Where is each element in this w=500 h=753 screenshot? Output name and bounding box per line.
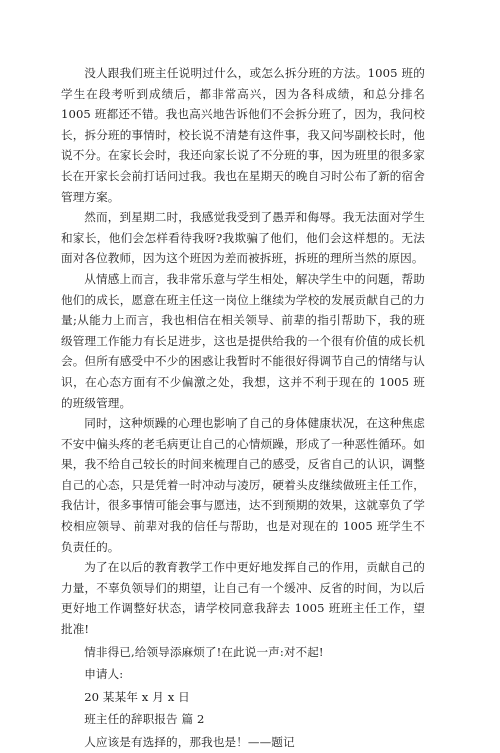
signature-date: 20 某某年 x 月 x 日 (84, 689, 190, 704)
document-body (61, 63, 425, 753)
epigraph: 人应该是有选择的，那我也是！——题记 (84, 735, 295, 749)
body-paragraph-1: 没人跟我们班主任说明过什么，或怎么拆分班的方法。1005 班的学生在段考听到成绩后，都非常高兴，因为各科成绩，和总分排名 1005 班都还不错。我也高兴地告诉他们不会拆分班了，因为，我问校长，拆分班的事情时，校长说不清楚有这件事，我又问岑副校长时，他说不分。在家长会时，我还向家长说了不分班的事，因为班里的很多家长在开家长会前打话问过我。我也在星期天的晚自习时公布了新的宿舍管理方案。 (61, 66, 425, 204)
applicant-label: 申请人: (84, 667, 124, 682)
next-report-title: 班主任的辞职报告 篇 2 (84, 712, 205, 727)
body-paragraph-3: 从情感上而言，我非常乐意与学生相处，解决学生中的问题，帮助他们的成长，愿意在班主任这一岗位上继续为学校的发展贡献自己的力量;从能力上而言，我也相信在相关领导、前辈的指引帮助下，我的班级管理工作能力有长足进步，这也是提供给我的一个很有价值的成长机会。但所有感受中不少的困惑让我暂时不能很好得调节自己的情绪与认识，在心态方面有不少偏激之处，我想，这并不利于现在的 1005 班的班级管理。 (61, 271, 425, 410)
closing-apology: 情非得已,给领导添麻烦了!在此说一声:对不起! (84, 644, 324, 659)
body-paragraph-5: 为了在以后的教育教学工作中更好地发挥自己的作用，贡献自己的力量，不辜负领导们的期望，让自己有一个缓冲、反省的时间，为以后更好地工作调整好状态，请学校同意我辞去 1005 班班主任工作，望批准! (61, 560, 425, 637)
body-paragraph-2: 然而，到星期二时，我感觉我受到了愚弄和侮辱。我无法面对学生和家长，他们会怎样看待我呀?我欺骗了他们，他们会这样想的。无法面对各位教师，因为这个班因为差而被拆班，拆班的理所当然的原因。 (61, 210, 425, 266)
body-paragraph-4: 同时，这种烦躁的心理也影响了自己的身体健康状况，在这种焦虑不安中偏头疼的老毛病更让自己的心情烦躁，形成了一种恶性循环。如果，我不给自己较长的时间来梳理自己的感受，反省自己的认识，调整自己的心态，只是凭着一时冲动与凌厉，硬着头皮继续做班主任工作，我估计，很多事情可能会事与愿违，达不到预期的效果，这就辜负了学校相应领导、前辈对我的信任与帮助，也是对现在的 1005 班学生不负责任的。 (61, 416, 425, 554)
